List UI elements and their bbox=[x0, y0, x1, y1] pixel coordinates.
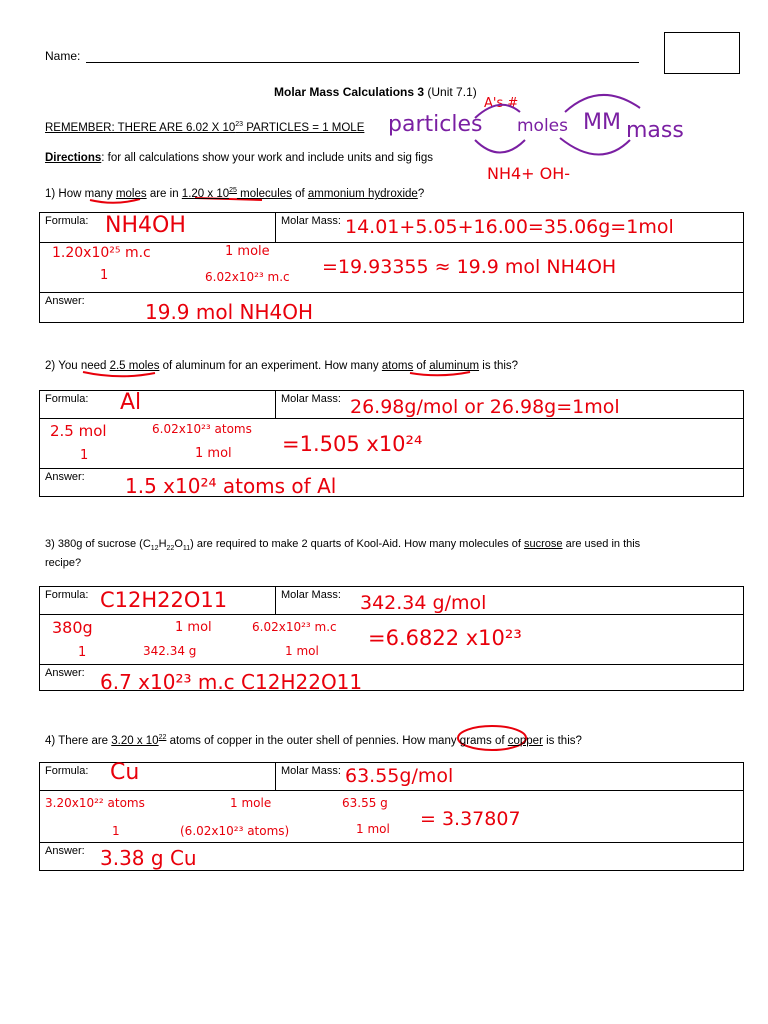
q4-formula-hw: Cu bbox=[110, 760, 140, 785]
q3-molar-mass-hw: 342.34 g/mol bbox=[360, 592, 487, 614]
answer-label: Answer: bbox=[45, 667, 85, 679]
question-3-line-1: 3) 380g of sucrose $(C_{12}H_{22}O_{11})$ are required to make 2 quarts of Kool-Aid. How many molecules of sucrose are used in this bbox=[45, 538, 641, 553]
q4-work-den: 1 bbox=[112, 824, 120, 838]
q1-molar-mass-hw: 14.01+5.05+16.00=35.06g=1mol bbox=[345, 216, 674, 238]
formula-cell[interactable] bbox=[40, 763, 276, 791]
diagram-moles: moles bbox=[517, 116, 568, 136]
q4-work-result: = 3.37807 bbox=[420, 808, 521, 830]
avogadro-note: A's # bbox=[484, 96, 519, 111]
q2-molar-mass-hw: 26.98g/mol or 26.98g=1mol bbox=[350, 396, 620, 418]
unit-text: (Unit 7.1) bbox=[427, 85, 477, 99]
q1-work-result: =19.93355 ≈ 19.9 mol NH4OH bbox=[322, 256, 617, 278]
formula-label: Formula: bbox=[45, 765, 89, 777]
q4-answer-hw: 3.38 g Cu bbox=[100, 846, 197, 870]
q4-molar-mass-hw: 63.55g/mol bbox=[345, 765, 454, 787]
q4-work-den2: (6.02x10²³ atoms) bbox=[180, 824, 290, 838]
ions-note: NH4+ OH- bbox=[487, 164, 571, 183]
molar-mass-label: Molar Mass: bbox=[281, 589, 341, 601]
directions-label: Directions bbox=[45, 152, 102, 164]
molar-mass-label: Molar Mass: bbox=[281, 215, 341, 227]
remember-part-a: REMEMBER: THERE ARE 6.02 X 10 bbox=[45, 121, 236, 134]
q4-work-num2: 1 mole bbox=[230, 796, 272, 810]
question-1-text: 1) How many moles are in 1.20 x $10^{25}$ molecules of ammonium hydroxide? bbox=[45, 187, 425, 200]
answer-label: Answer: bbox=[45, 295, 85, 307]
q3-work-den3: 1 mol bbox=[285, 644, 319, 658]
q3-formula-hw: C12H22O11 bbox=[100, 588, 228, 612]
arrow-arc-3 bbox=[560, 138, 630, 155]
diagram-particles: particles bbox=[388, 112, 483, 137]
q3-work-num2: 1 mol bbox=[175, 620, 212, 635]
q2-work-num: 2.5 mol bbox=[50, 422, 107, 440]
formula-label: Formula: bbox=[45, 589, 89, 601]
question-4-text: 4) There are 3.20 x $10^{22}$ atoms of copper in the outer shell of pennies. How many grams of copper is this? bbox=[45, 734, 582, 747]
arrow-arc-4 bbox=[565, 95, 640, 112]
q3-work-den: 1 bbox=[78, 645, 87, 660]
q2-work-den2: 1 mol bbox=[195, 446, 232, 461]
q1-answer-hw: 19.9 mol NH4OH bbox=[145, 300, 314, 324]
q1-work-num: 1.20x10²⁵ m.c bbox=[52, 245, 151, 261]
formula-label: Formula: bbox=[45, 215, 89, 227]
q2-answer-hw: 1.5 x10²⁴ atoms of Al bbox=[125, 474, 337, 498]
name-label: Name: bbox=[45, 49, 81, 63]
formula-cell[interactable] bbox=[40, 391, 276, 419]
diagram-mm: MM bbox=[583, 110, 621, 135]
q2-work-result: =1.505 x10²⁴ bbox=[282, 432, 423, 456]
work-cell[interactable] bbox=[40, 791, 744, 843]
question-2-text: 2) You need 2.5 moles of aluminum for an experiment. How many atoms of aluminum is this? bbox=[45, 360, 519, 372]
arrow-arc-1 bbox=[475, 140, 525, 153]
q3-answer-hw: 6.7 x10²³ m.c C12H22O11 bbox=[100, 670, 363, 694]
q3-work-result: =6.6822 x10²³ bbox=[368, 626, 522, 650]
q2-work-den: 1 bbox=[80, 448, 89, 463]
diagram-mass: mass bbox=[626, 118, 684, 143]
directions-text: : for all calculations show your work and include units and sig figs bbox=[101, 152, 434, 164]
q1-work-den: 1 bbox=[100, 268, 109, 283]
q1-work-num2: 1 mole bbox=[225, 244, 270, 259]
title-text: Molar Mass Calculations 3 bbox=[274, 85, 425, 99]
q4-work-num: 3.20x10²² atoms bbox=[45, 796, 145, 810]
q3-work-num3: 6.02x10²³ m.c bbox=[252, 620, 337, 634]
q1-formula-hw: NH4OH bbox=[105, 213, 186, 238]
question-3-line-2: recipe? bbox=[45, 557, 82, 569]
molar-mass-label: Molar Mass: bbox=[281, 765, 341, 777]
molar-mass-cell[interactable] bbox=[276, 587, 744, 615]
q4-work-num3: 63.55 g bbox=[342, 796, 388, 810]
q2-formula-hw: Al bbox=[120, 390, 142, 415]
answer-label: Answer: bbox=[45, 471, 85, 483]
q3-work-den2: 342.34 g bbox=[143, 644, 197, 658]
molar-mass-label: Molar Mass: bbox=[281, 393, 341, 405]
remember-part-b: PARTICLES = 1 MOLE bbox=[243, 121, 365, 134]
q1-work-den2: 6.02x10²³ m.c bbox=[205, 270, 290, 284]
answer-label: Answer: bbox=[45, 845, 85, 857]
q4-work-den3: 1 mol bbox=[356, 822, 390, 836]
q3-work-num: 380g bbox=[52, 618, 93, 637]
arrow-arc-2 bbox=[475, 105, 520, 118]
remember-exp: 23 bbox=[235, 121, 244, 128]
formula-label: Formula: bbox=[45, 393, 89, 405]
q2-work-num2: 6.02x10²³ atoms bbox=[152, 422, 252, 436]
